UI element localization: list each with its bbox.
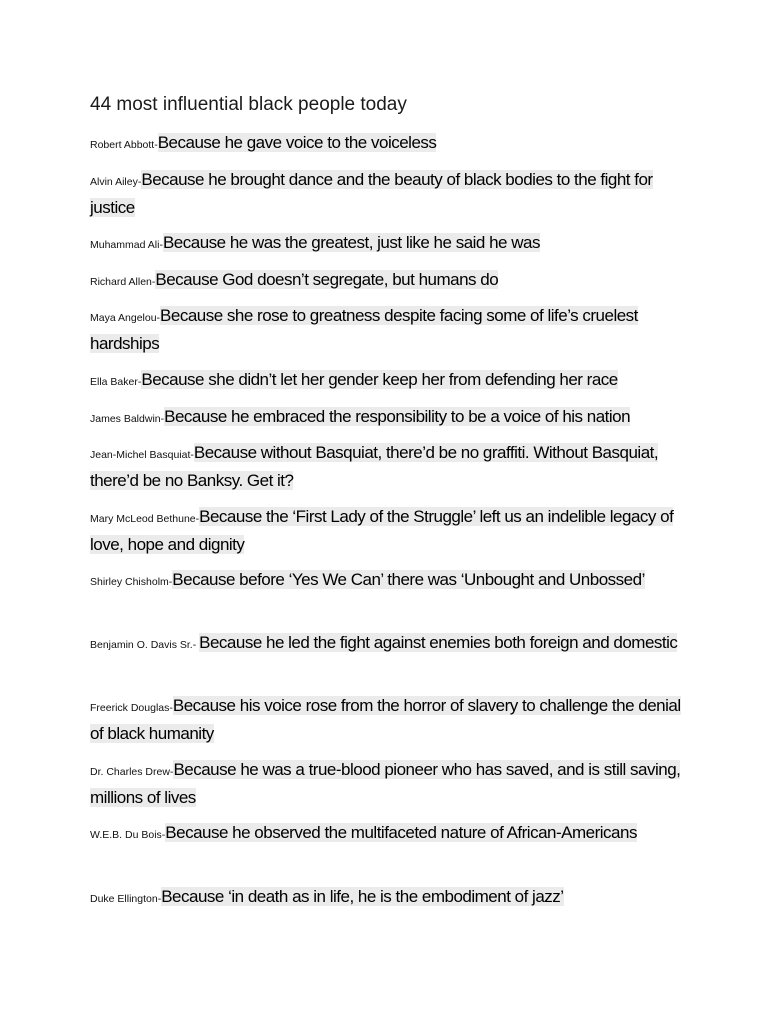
entry-reason: Because she didn’t let her gender keep her from defending her race: [141, 370, 618, 389]
entry-maya-angelou: [90, 303, 685, 358]
entry-alvin-ailey: [90, 167, 685, 222]
entry-reason: Because he embraced the responsibility to be a voice of his nation: [164, 407, 631, 426]
entry-muhammad-ali: [90, 230, 685, 258]
entry-name: Richard Allen-: [90, 276, 156, 288]
entry-name: Ella Baker-: [90, 376, 142, 388]
entry-robert-abbott: [90, 130, 685, 158]
entry-reason: Because before ‘Yes We Can’ there was ‘Unbought and Unbossed’: [172, 570, 645, 589]
entry-shirley-chisholm: [90, 567, 685, 595]
entry-name: Mary McLeod Bethune-: [90, 513, 200, 525]
entry-benjamin-davis: [90, 630, 685, 658]
entry-web-du-bois: [90, 820, 685, 848]
entry-reason: Because he observed the multifaceted nature of African-Americans: [165, 823, 637, 842]
entry-name: James Baldwin-: [90, 413, 165, 425]
entry-richard-allen: [90, 267, 685, 295]
entry-frederick-douglass: [90, 693, 685, 748]
document-title: 44 most influential black people today: [90, 94, 407, 115]
entry-reason: Because his voice rose from the horror of slavery to challenge the denial of black humanity: [90, 696, 681, 743]
entry-reason: Because God doesn’t segregate, but humans do: [155, 270, 499, 289]
entry-ella-baker: [90, 367, 685, 395]
entry-reason: Because the ‘First Lady of the Struggle’ left us an indelible legacy of love, hope and dignity: [90, 507, 674, 554]
entry-name: W.E.B. Du Bois-: [90, 829, 166, 841]
entry-reason: Because she rose to greatness despite facing some of life’s cruelest hardships: [90, 306, 638, 353]
entry-name: Dr. Charles Drew-: [90, 766, 174, 778]
entry-reason: Because he brought dance and the beauty of black bodies to the fight for justice: [90, 170, 653, 217]
entry-reason: Because he gave voice to the voiceless: [157, 133, 437, 152]
entry-name: Muhammad Ali-: [90, 239, 163, 251]
entry-reason: Because he was a true-blood pioneer who has saved, and is still saving, millions of lives: [90, 760, 681, 807]
entry-jean-michel-basquiat: [90, 440, 685, 495]
entry-reason: Because he led the fight against enemies both foreign and domestic: [199, 633, 678, 652]
entry-name: Benjamin O. Davis Sr.-: [90, 639, 200, 651]
entry-name: Alvin Ailey-: [90, 176, 142, 188]
document-page: [90, 0, 690, 1024]
entry-name: Shirley Chisholm-: [90, 576, 173, 588]
entry-james-baldwin: [90, 404, 685, 432]
entry-name: Duke Ellington-: [90, 893, 162, 905]
entry-name: Robert Abbott-: [90, 139, 158, 151]
entry-mary-mcleod-bethune: [90, 504, 685, 559]
entry-duke-ellington: [90, 884, 685, 912]
entry-reason: Because without Basquiat, there’d be no graffiti. Without Basquiat, there’d be no Banksy. Get it?: [90, 443, 659, 490]
entry-name: Freerick Douglas-: [90, 702, 173, 714]
entry-name: Maya Angelou-: [90, 312, 161, 324]
entry-charles-drew: [90, 757, 685, 812]
entry-reason: Because ‘in death as in life, he is the embodiment of jazz’: [161, 887, 564, 906]
entry-reason: Because he was the greatest, just like he said he was: [162, 233, 540, 252]
entry-name: Jean-Michel Basquiat-: [90, 449, 194, 461]
